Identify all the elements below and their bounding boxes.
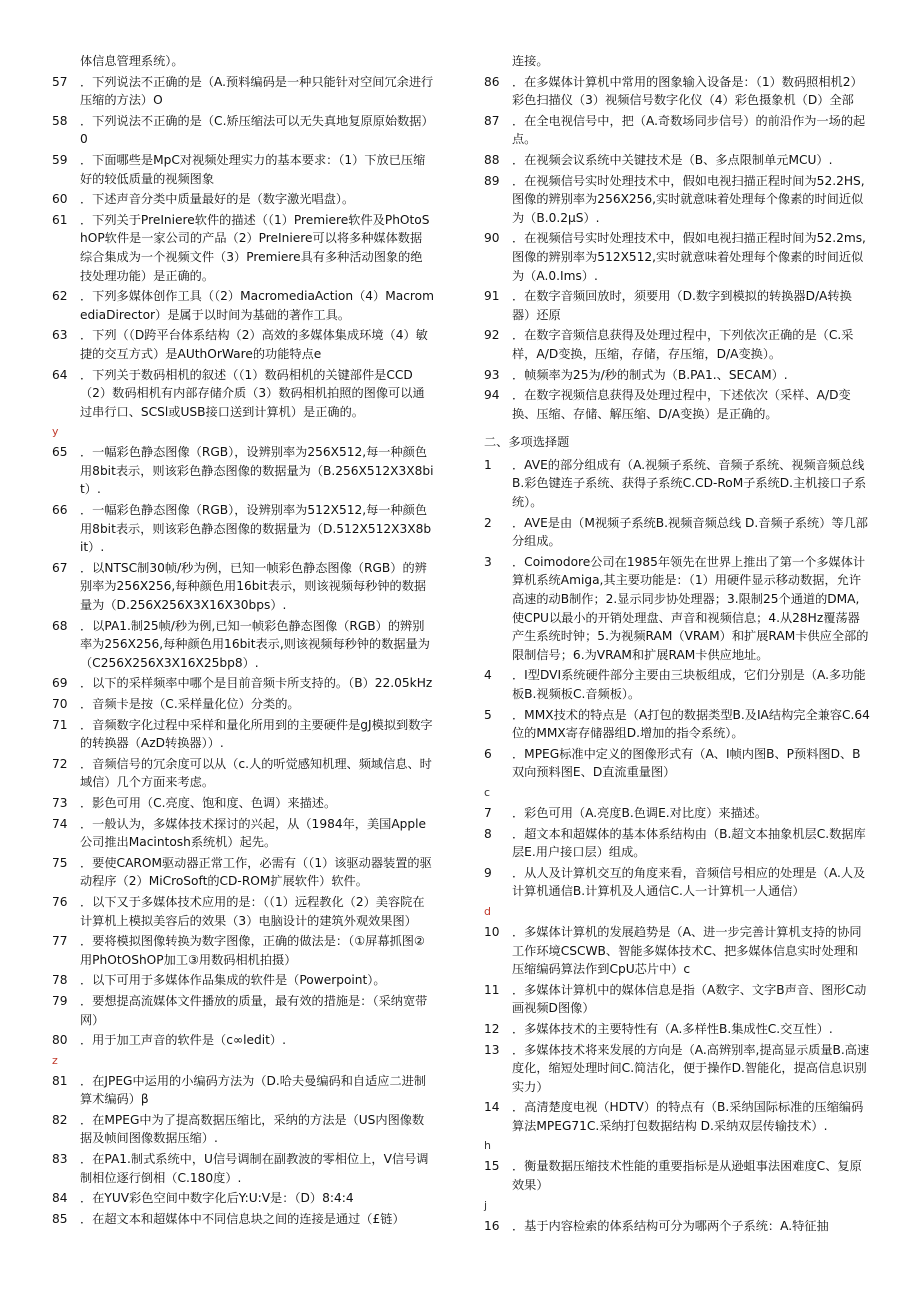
question-item xyxy=(484,386,870,423)
question-item xyxy=(52,674,434,693)
question-item xyxy=(484,1157,870,1194)
question-number: 84 xyxy=(52,1191,68,1206)
question-item xyxy=(52,617,434,673)
question-item xyxy=(484,172,870,228)
question-item xyxy=(52,893,434,930)
question-number: 9 xyxy=(484,865,492,880)
question-number: 88 xyxy=(484,152,500,167)
question-number: 3 xyxy=(484,554,492,569)
index-letter: d xyxy=(484,904,491,918)
question-item xyxy=(484,366,870,385)
question-text: ．AVE的部分组成有（A.视频子系统、音频子系统、视频音频总线B.彩色键连子系统、获得子系统C.CD-RoM子系统D.主机接口子系统）。 xyxy=(512,457,867,510)
question-number: 1 xyxy=(484,457,492,472)
question-item xyxy=(484,804,870,823)
question-item xyxy=(484,745,870,782)
question-text: ．MMX技术的特点是（A打包的数据类型B.及IA结构完全兼容C.64位的MMX寄存储器组D.增加的指令系统）。 xyxy=(512,707,870,741)
question-number: 83 xyxy=(52,1152,68,1167)
question-text: ．多媒体计算机中的媒体信息是指（A数字、文字B声音、图形C动画视频D图像） xyxy=(512,982,867,1016)
question-number: 12 xyxy=(484,1021,500,1036)
question-number: 64 xyxy=(52,367,68,382)
question-text: ．下列关于数码相机的叙述（（1）数码相机的关键部件是CCD（2）数码相机有内部存储介质（3）数码相机拍照的图像可以通过串行口、SCSl或USB接口送到计算机）是正确的。 xyxy=(80,367,425,419)
question-number: 60 xyxy=(52,192,68,207)
question-text: ．要将模拟图像转换为数字图像，正确的做法是：（①屏幕抓图②用PhOtOShOP加工③用数码相机拍摄） xyxy=(80,934,425,967)
index-letter: h xyxy=(484,1139,491,1153)
question-text: ．多媒体技术的主要特性有（A.多样性B.集成性C.交互性）. xyxy=(512,1021,833,1036)
index-letter: y xyxy=(52,425,59,439)
question-number: 61 xyxy=(52,212,68,227)
question-number: 72 xyxy=(52,756,68,771)
question-item xyxy=(484,112,870,149)
question-number: 58 xyxy=(52,113,68,128)
question-item xyxy=(484,456,870,512)
question-text: ．一幅彩色静态图像（RGB），设辨别率为512X512,每一种颜色用8bit表示，则该彩色静态图像的数据量为（D.512X512X3X8bit）. xyxy=(80,503,432,555)
question-number: 67 xyxy=(52,560,68,575)
question-text: ．要使CAROM驱动器正常工作，必需有（（1）该驱动器装置的驱动程序（2）MiCroSoft的CD-ROM扩展软件）软件。 xyxy=(80,855,432,889)
question-text: ．下列说法不正确的是（A.预料编码是一种只能针对空间冗余进行压缩的方法）O xyxy=(80,74,434,108)
question-number: 63 xyxy=(52,328,68,343)
question-item xyxy=(484,923,870,979)
question-number: 86 xyxy=(484,74,500,89)
question-item xyxy=(52,151,434,188)
index-letter: j xyxy=(484,1198,488,1212)
continued-text: 体信息管理系统）。 xyxy=(80,54,184,68)
question-item xyxy=(484,666,870,703)
question-item xyxy=(484,514,870,551)
question-item xyxy=(52,1031,434,1050)
question-text: ．以NTSC制30帧/秒为例，已知一帧彩色静态图像（RGB）的辨别率为256X256,每种颜色用16bit表示，则该视频每秒钟的数据量为（D.256X256X3X16X30bps）. xyxy=(80,560,427,613)
question-text: ．下列多媒体创作工具（（2）MacromediaAction（4）MacromediaDirector）是属于以时间为基础的著作工具。 xyxy=(80,289,434,322)
question-text: ．在数字视频信息获得及处理过程中，下述依次（采样、A/D变换、压缩、存储、解压缩、D/A变换）是正确的。 xyxy=(512,388,851,421)
question-number: 7 xyxy=(484,805,492,820)
question-number: 74 xyxy=(52,816,68,831)
question-number: 11 xyxy=(484,982,500,997)
question-text: ．在全电视信号中，把（A.奇数场同步信号）的前沿作为一场的起点。 xyxy=(512,113,866,147)
question-number: 59 xyxy=(52,152,68,167)
question-text: ．一般认为，多媒体技术探讨的兴起，从（1984年，美国Apple公司推出Macintosh系统机）起先。 xyxy=(80,816,427,850)
index-letter: z xyxy=(52,1053,58,1067)
question-number: 78 xyxy=(52,973,68,988)
question-item xyxy=(52,73,434,110)
question-text: ．在视频信号实时处理技术中，假如电视扫描正程时间为52.2HS,图像的辨别率为256X256,实时就意味着处理每个像素的时间近似为（B.0.2μS）. xyxy=(512,173,865,225)
question-item xyxy=(52,443,434,499)
question-text: ．在MPEG中为了提高数据压缩比，采纳的方法是（US内图像数据及帧间图像数据压缩）. xyxy=(80,1112,425,1146)
left-column xyxy=(52,52,434,1230)
question-text: ．在多媒体计算机中常用的图象输入设备是：（1）数码照相机2）彩色扫描仪（3）视频信号数字化仪（4）彩色摄象机（D）全部 xyxy=(512,74,863,108)
question-text: ．帧频率为25为/秒的制式为（B.PA1.、SECAM）. xyxy=(512,367,788,382)
question-number: 2 xyxy=(484,515,492,530)
question-text: ．在数字音频信息获得及处理过程中，下列依次正确的是（C.采样，A/D变换，压缩，存储，存压缩，D/A变换）。 xyxy=(512,328,854,361)
question-number: 85 xyxy=(52,1211,68,1226)
question-number: 68 xyxy=(52,618,68,633)
question-text: ．在视频信号实时处理技术中，假如电视扫描正程时间为52.2ms,图像的辨别率为512X512,实时就意味着处理每个像素的时间近似为（A.0.Ims）. xyxy=(512,231,866,283)
question-text: ．在YUV彩色空间中数字化后Y:U:V是：（D）8:4:4 xyxy=(80,1191,354,1206)
question-text: ．以下可用于多媒体作品集成的软件是（Powerpoint）。 xyxy=(80,973,386,988)
question-text: ．下面哪些是MpC对视频处理实力的基本要求：（1）下放已压缩好的较低质量的视频图象 xyxy=(80,152,426,186)
section-heading: 二、多项选择题 xyxy=(484,435,570,450)
question-item xyxy=(484,151,870,170)
question-item xyxy=(52,501,434,557)
question-text: ．MPEG标准中定义的图像形式有（A、I帧内图B、P预料图D、B双向预料图E、D直流重量图） xyxy=(512,746,861,780)
question-item xyxy=(484,326,870,363)
question-text: ．在数字音频回放时，须要用（D.数字到模拟的转换器D/A转换器）还原 xyxy=(512,289,852,322)
question-item xyxy=(52,1072,434,1109)
question-number: 4 xyxy=(484,668,492,683)
question-text: ．以下的采样频率中哪个是目前音频卡所支持的。（B）22.05kHz xyxy=(80,676,433,691)
question-text: ．在视频会议系统中关键技术是（B、多点限制单元MCU）. xyxy=(512,152,833,167)
question-text: ．从人及计算机交互的角度来看，音频信号相应的处理是（A.人及计算机通信B.计算机及人通信C.人一计算机一人通信） xyxy=(512,865,866,899)
question-number: 15 xyxy=(484,1159,500,1174)
right-column xyxy=(484,52,870,1237)
question-item xyxy=(484,553,870,665)
question-text: ．高清楚度电视（HDTV）的特点有（B.采纳国际标准的压缩编码算法MPEG71C.采纳打包数据结构 D.采纳双层传输技术）. xyxy=(512,1100,864,1133)
question-number: 73 xyxy=(52,795,68,810)
question-text: ．在JPEG中运用的小编码方法为（D.哈夫曼编码和自适应二进制算术编码）β xyxy=(80,1073,427,1107)
question-text: ．音频数字化过程中采样和量化所用到的主要硬件是gJ模拟到数字的转换器（AzD转换器））. xyxy=(80,717,433,751)
question-item xyxy=(52,992,434,1029)
question-item xyxy=(52,755,434,792)
question-item xyxy=(52,211,434,285)
question-number: 69 xyxy=(52,676,68,691)
question-number: 90 xyxy=(484,231,500,246)
question-number: 65 xyxy=(52,445,68,460)
question-number: 93 xyxy=(484,367,500,382)
question-item xyxy=(52,287,434,324)
question-item xyxy=(484,229,870,285)
question-item xyxy=(484,981,870,1018)
question-number: 13 xyxy=(484,1042,500,1057)
question-item xyxy=(484,1217,870,1236)
question-item xyxy=(52,559,434,615)
question-number: 62 xyxy=(52,289,68,304)
question-item xyxy=(52,815,434,852)
question-number: 5 xyxy=(484,707,492,722)
question-text: ．下列说法不正确的是（C.矫压缩法可以无失真地复原原始数据）0 xyxy=(80,113,434,147)
question-text: ．超文本和超媒体的基本体系结构由（B.超文本抽象机层C.数据库层E.用户接口层）组成。 xyxy=(512,826,866,860)
question-number: 91 xyxy=(484,289,500,304)
question-number: 10 xyxy=(484,924,500,939)
question-number: 80 xyxy=(52,1033,68,1048)
question-text: ．一幅彩色静态图像（RGB），设辨别率为256X512,每一种颜色用8bit表示，则该彩色静态图像的数据量为（B.256X512X3X8bit）. xyxy=(80,445,434,497)
question-item xyxy=(484,287,870,324)
question-item xyxy=(484,73,870,110)
question-item xyxy=(52,716,434,753)
question-item xyxy=(484,1098,870,1135)
question-item xyxy=(52,971,434,990)
question-text: ．衡量数据压缩技术性能的重要指标是从逊蛆事法困难度C、复原效果） xyxy=(512,1159,862,1193)
question-item xyxy=(52,1150,434,1187)
question-item xyxy=(52,190,434,209)
question-item xyxy=(52,1189,434,1208)
index-letter: c xyxy=(484,785,491,799)
question-number: 92 xyxy=(484,328,500,343)
question-item xyxy=(484,825,870,862)
question-text: ．在超文本和超媒体中不同信息块之间的连接是通过（£链） xyxy=(80,1211,405,1226)
question-text: ．音频信号的冗余度可以从（c.人的听觉感知机理、频域信息、时域信）几个方面来考虑。 xyxy=(80,756,432,790)
question-number: 70 xyxy=(52,697,68,711)
question-number: 82 xyxy=(52,1112,68,1127)
question-text: ．基于内容检索的体系结构可分为哪两个子系统：A.特征抽 xyxy=(512,1218,829,1233)
question-text: ．彩色可用（A.亮度B.色调E.对比度）来描述。 xyxy=(512,805,768,820)
question-item xyxy=(52,366,434,422)
question-text: ．多媒体计算机的发展趋势是（A、进一步完善计算机支持的协同工作环境CSCWB、智能多媒体技术C、把多媒体信息实时处理和压缩编码算法作到CpU芯片中）c xyxy=(512,924,862,977)
question-item xyxy=(52,932,434,969)
question-number: 66 xyxy=(52,503,68,518)
question-text: ．下述声音分类中质量最好的是（数字激光唱盘）。 xyxy=(80,192,355,207)
question-item xyxy=(52,1210,434,1229)
question-text: ．I型DVI系统硬件部分主要由三块板组成，它们分别是（A.多功能板B.视频板C.音频板）。 xyxy=(512,668,866,701)
question-text: ．下列（（D跨平台体系结构（2）高效的多媒体集成环境（4）敏捷的交互方式）是AUthOrWare的功能特点e xyxy=(80,328,428,361)
question-text: ．在PA1.制式系统中，U信号调制在副教波的零相位上，V信号调制相位逐行倒相（C.180度）. xyxy=(80,1152,429,1185)
question-text: ．AVE是由（M视频子系统B.视频音频总线 D.音频子系统）等几部分组成。 xyxy=(512,515,868,549)
question-text: ．多媒体技术将来发展的方向是（A.高辨别率,提高显示质量B.高速度化，缩短处理时间C.简洁化，便于操作D.智能化，提高信息识别实力） xyxy=(512,1042,870,1094)
question-number: 57 xyxy=(52,74,68,89)
question-number: 89 xyxy=(484,173,500,188)
question-text: ．以PA1.制25帧/秒为例,已知一帧彩色静态图像（RGB）的辨别率为256X256,每种颜色用16bit表示,则该视频每秒钟的数据量为（C256X256X3X16X25bp8）. xyxy=(80,618,430,670)
question-text: ．音频卡是按（C.采样量化位）分类的。 xyxy=(80,697,300,711)
question-item xyxy=(52,695,434,714)
question-text: ．以下又于多媒体技术应用的是：（（1）远程教化（2）美容院在计算机上模拟美容后的效果（3）电脑设计的建筑外观效果图） xyxy=(80,894,425,928)
question-number: 6 xyxy=(484,746,492,761)
continued-text: 连接。 xyxy=(512,54,549,68)
question-item xyxy=(52,854,434,891)
question-number: 76 xyxy=(52,894,68,909)
question-item xyxy=(484,1020,870,1039)
question-item xyxy=(52,112,434,149)
question-text: ．下列关于PreIniere软件的描述（（1）Premiere软件及PhOtoShOP软件是一家公司的产品（2）PreIniere可以将多种媒体数据综合集成为一个视频文件（3）Premiere具有多种活动图象的绝技处理功能）是正确的。 xyxy=(80,212,430,283)
question-number: 14 xyxy=(484,1100,500,1115)
question-number: 71 xyxy=(52,717,68,732)
question-item xyxy=(52,1111,434,1148)
question-item xyxy=(484,864,870,901)
question-number: 79 xyxy=(52,993,68,1008)
question-item xyxy=(52,794,434,813)
question-number: 16 xyxy=(484,1218,500,1233)
question-text: ．Coimodore公司在1985年领先在世界上推出了第一个多媒体计算机系统Amiga,其主要功能是：（1）用硬件显示移动数据，允许高速的动B制作；2.显示同步协处理器；3.限制25个通道的DMA,使CPU以最小的开销处理盘、声音和视频信息；4.从28Hz覆荡器产生系统时钟；5.为视频RAM（VRAM）和扩展RAM卡供应全部的限制信号；6.为VRAM和扩展RAM卡供应地址。 xyxy=(512,554,869,662)
question-number: 87 xyxy=(484,113,500,128)
question-text: ．影色可用（C.亮度、饱和度、色调）来描述。 xyxy=(80,795,337,810)
question-item xyxy=(484,1041,870,1097)
question-number: 75 xyxy=(52,855,68,870)
question-text: ．用于加工声音的软件是（c∞ledit）. xyxy=(80,1033,286,1048)
question-number: 81 xyxy=(52,1073,68,1088)
question-number: 8 xyxy=(484,826,492,841)
question-number: 77 xyxy=(52,934,68,949)
question-item xyxy=(52,326,434,363)
question-text: ．要想提高流媒体文件播放的质量，最有效的措施是：（采纳宽带网） xyxy=(80,993,428,1027)
question-number: 94 xyxy=(484,388,500,403)
question-item xyxy=(484,706,870,743)
